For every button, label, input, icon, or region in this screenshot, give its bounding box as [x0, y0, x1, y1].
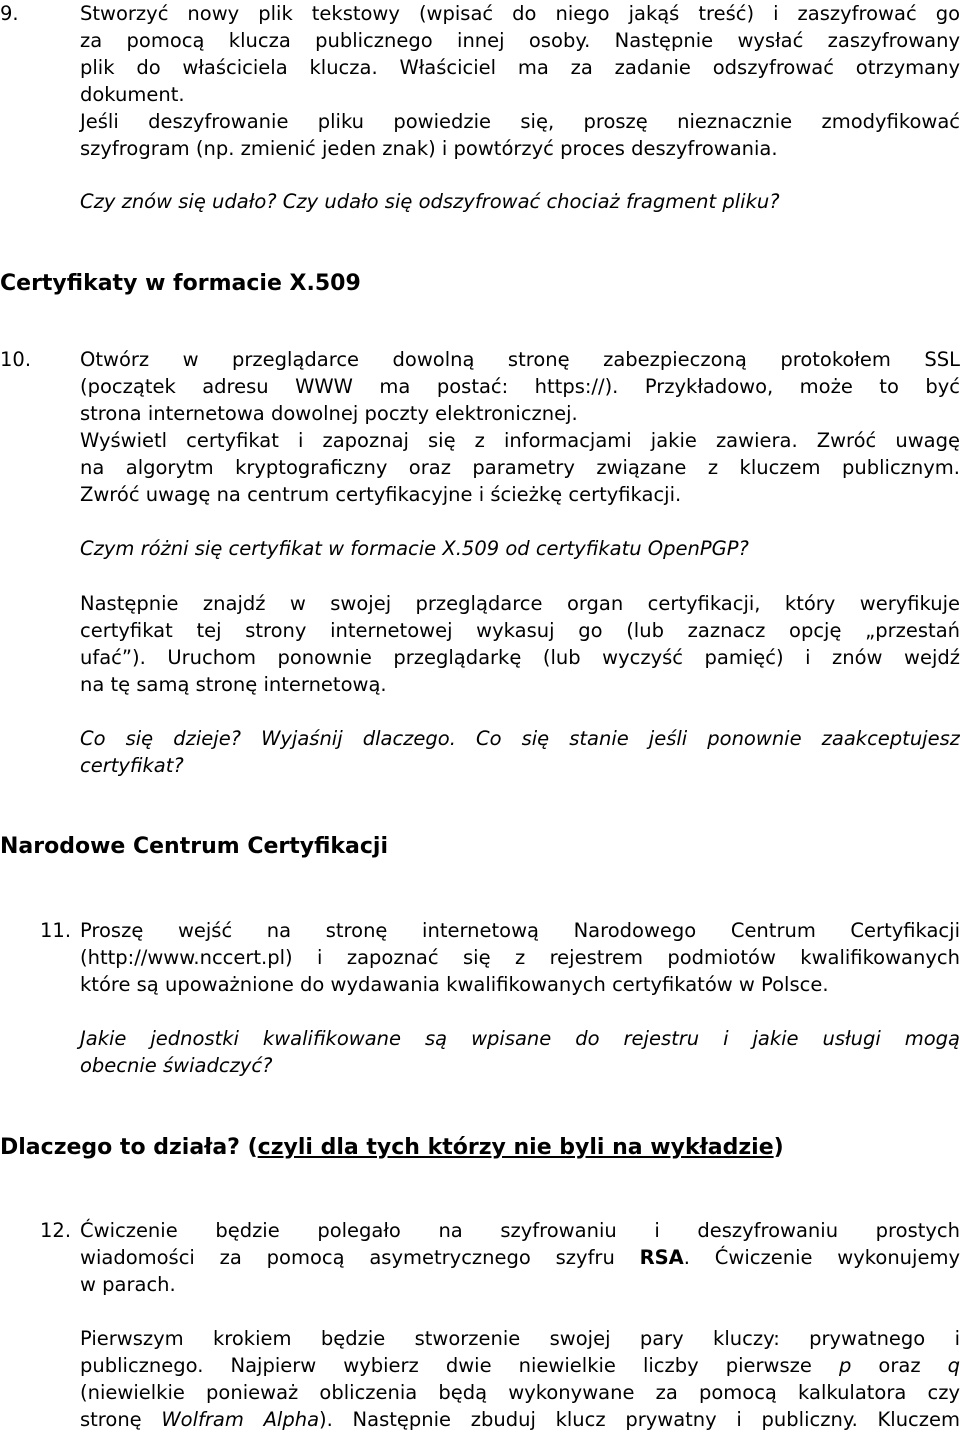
item-body: [80, 1217, 960, 1298]
text-line: strona internetowa dowolnej poczty elektronicznej.: [80, 402, 578, 425]
list-item-11: [0, 917, 960, 998]
var-p: p: [838, 1354, 852, 1377]
paragraph: [80, 590, 960, 698]
text-line: które są upoważnione do wydawania kwalifikowanych certyfikatów w Polsce.: [80, 973, 829, 996]
text-line: Jeśli deszyfrowanie pliku powiedzie się, proszę nieznacznie zmodyfikować: [80, 110, 960, 133]
text-line: za pomocą klucza publicznego innej osoby. Następnie wysłać zaszyfrowany: [80, 29, 960, 52]
lecture-link[interactable]: czyli dla tych którzy nie byli na wykładzie: [257, 1135, 774, 1160]
question-text: Czym różni się certyfikat w formacie X.509 od certyfikatu OpenPGP?: [80, 537, 749, 560]
item-number: 10.: [0, 348, 32, 371]
rsa-bold: RSA: [639, 1246, 684, 1269]
list-item-10: [0, 346, 960, 508]
question-text: [80, 1025, 960, 1079]
var-q: q: [947, 1354, 960, 1377]
section-heading: [0, 1135, 784, 1160]
list-item-12: [0, 1217, 960, 1298]
text-line: Pierwszym krokiem będzie stworzenie swojej pary kluczy: prywatnego i: [80, 1327, 960, 1350]
text-line: (początek adresu WWW ma postać: https://). Przykładowo, może to być: [80, 375, 960, 398]
text-line: Następnie znajdź w swojej przeglądarce organ certyfikacji, który weryfikuje: [80, 592, 960, 615]
text-line: Jakie jednostki kwalifikowane są wpisane do rejestru i jakie usługi mogą: [80, 1027, 960, 1050]
text-span: stronę: [80, 1408, 162, 1431]
text-line: Wyświetl certyfikat i zapoznaj się z informacjami jakie zawiera. Zwróć uwagę: [80, 429, 960, 452]
text-line: Proszę wejść na stronę internetową Narodowego Centrum Certyfikacji: [80, 919, 960, 942]
text-line: certyfikat?: [80, 754, 184, 777]
text-span: . Ćwiczenie wykonujemy: [683, 1246, 960, 1269]
text-span: oraz: [851, 1354, 948, 1377]
text-line: [80, 1244, 960, 1271]
text-span: wiadomości za pomocą asymetrycznego szyfru: [80, 1246, 640, 1269]
heading-paren-close: ): [773, 1135, 784, 1160]
text-line: ufać”). Uruchom ponownie przeglądarkę (lub wyczyść pamięć) i znów wejdź: [80, 646, 960, 669]
text-line: Otwórz w przeglądarce dowolną stronę zabezpieczoną protokołem SSL: [80, 348, 960, 371]
question-text: [80, 725, 960, 779]
text-line: na tę samą stronę internetową.: [80, 673, 387, 696]
text-line: plik do właściciela klucza. Właściciel ma za zadanie odszyfrować otrzymany: [80, 56, 960, 79]
text-line: certyfikat tej strony internetowej wykasuj go (lub zaznacz opcję „przestań: [80, 619, 960, 642]
item-number: 12.: [40, 1219, 72, 1242]
item-body: [80, 346, 960, 508]
text-line: [80, 1406, 960, 1433]
text-span: publicznego. Najpierw wybierz dwie niewielkie liczby pierwsze: [80, 1354, 839, 1377]
item-body: [80, 0, 960, 162]
text-line: obecnie świadczyć?: [80, 1054, 273, 1077]
text-line: Co się dzieje? Wyjaśnij dlaczego. Co się stanie jeśli ponownie zaakceptujesz: [80, 727, 960, 750]
list-item-9: [0, 0, 960, 162]
text-line: Zwróć uwagę na centrum certyfikacyjne i ścieżkę certyfikacji.: [80, 483, 682, 506]
section-heading: Narodowe Centrum Certyfikacji: [0, 834, 389, 859]
question-text: Czy znów się udało? Czy udało się odszyfrować chociaż fragment pliku?: [80, 190, 780, 213]
text-line: w parach.: [80, 1273, 176, 1296]
wolfram-italic: Wolfram Alpha: [161, 1408, 320, 1431]
text-line: (niewielkie ponieważ obliczenia będą wykonywane za pomocą kalkulatora czy: [80, 1381, 960, 1404]
paragraph: [80, 1325, 960, 1433]
text-line: Stworzyć nowy plik tekstowy (wpisać do niego jakąś treść) i zaszyfrować go: [80, 2, 960, 25]
item-number: 9.: [0, 2, 19, 25]
section-heading: Certyfikaty w formacie X.509: [0, 271, 361, 296]
heading-main: Dlaczego to działa?: [0, 1135, 240, 1160]
item-body: [80, 917, 960, 998]
text-line: [80, 1352, 960, 1379]
text-line: (http://www.nccert.pl) i zapoznać się z rejestrem podmiotów kwalifikowanych: [80, 946, 960, 969]
text-line: Ćwiczenie będzie polegało na szyfrowaniu i deszyfrowaniu prostych: [80, 1219, 960, 1242]
item-number: 11.: [40, 919, 72, 942]
text-line: szyfrogram (np. zmienić jeden znak) i powtórzyć proces deszyfrowania.: [80, 137, 778, 160]
text-line: dokument.: [80, 83, 185, 106]
text-line: na algorytm kryptograficzny oraz parametry związane z kluczem publicznym.: [80, 456, 960, 479]
heading-paren-open: (: [239, 1135, 258, 1160]
text-span: ). Następnie zbuduj klucz prywatny i publiczny. Kluczem: [319, 1408, 960, 1431]
